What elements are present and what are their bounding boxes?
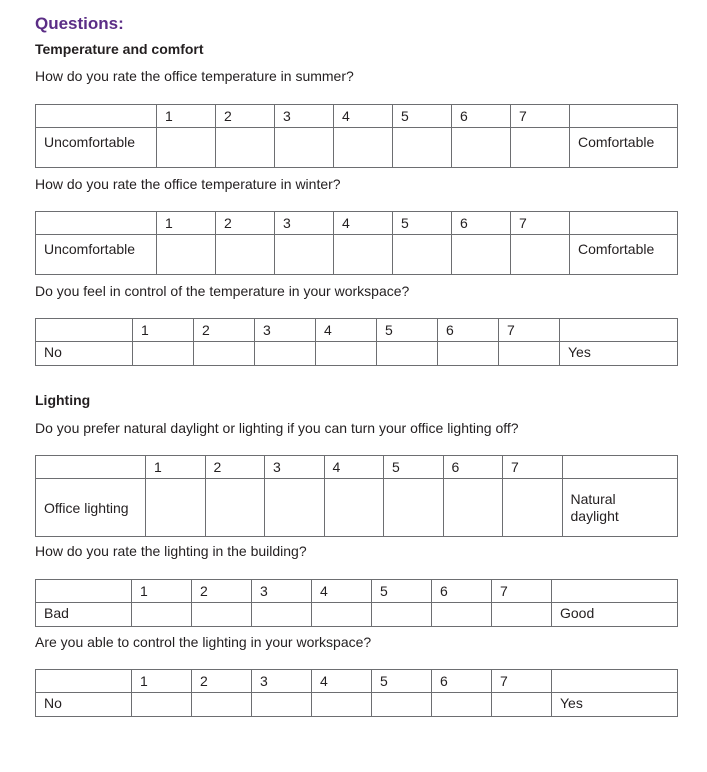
rating-cell-6[interactable] [452,235,511,275]
scale-6: 6 [432,670,492,693]
rating-cell-1[interactable] [133,342,194,366]
right-label-line1: Natural [570,490,616,507]
scale-4: 4 [316,319,377,342]
scale-3: 3 [265,456,325,479]
right-label: Comfortable [570,235,678,275]
scale-4: 4 [334,105,393,128]
scale-4: 4 [312,670,372,693]
rating-cell-7[interactable] [492,603,552,627]
rating-table-building-lighting [35,579,678,627]
rating-cell-3[interactable] [275,235,334,275]
scale-7: 7 [499,319,560,342]
right-label: Yes [560,342,678,366]
rating-cell-6[interactable] [452,128,511,168]
left-label: Office lighting [36,479,146,537]
right-label [562,479,678,537]
scale-7: 7 [492,580,552,603]
rating-cell-4[interactable] [334,128,393,168]
right-label: Comfortable [570,128,678,168]
scale-6: 6 [452,212,511,235]
scale-1: 1 [133,319,194,342]
rating-cell-2[interactable] [216,235,275,275]
scale-2: 2 [194,319,255,342]
scale-5: 5 [377,319,438,342]
scale-1: 1 [132,670,192,693]
rating-cell-5[interactable] [384,479,444,537]
rating-cell-7[interactable] [492,693,552,717]
blank-cell [36,212,157,235]
question-winter-text: How do you rate the office temperature in winter? [35,176,341,192]
rating-cell-1[interactable] [132,603,192,627]
rating-table-daylight [35,455,678,537]
rating-cell-3[interactable] [252,693,312,717]
rating-cell-5[interactable] [393,235,452,275]
scale-6: 6 [443,456,503,479]
rating-cell-7[interactable] [511,235,570,275]
blank-cell [560,319,678,342]
question-summer-text: How do you rate the office temperature in summer? [35,68,354,84]
scale-4: 4 [324,456,384,479]
blank-cell [36,580,132,603]
scale-7: 7 [503,456,563,479]
left-label: Uncomfortable [36,235,157,275]
rating-cell-1[interactable] [157,128,216,168]
left-label: No [36,342,133,366]
question-daylight-text: Do you prefer natural daylight or lighting if you can turn your office lighting off? [35,420,519,436]
blank-cell [36,456,146,479]
scale-3: 3 [275,105,334,128]
scale-5: 5 [393,105,452,128]
right-label: Good [552,603,678,627]
blank-cell [552,580,678,603]
rating-cell-5[interactable] [393,128,452,168]
question-lighting-control-text: Are you able to control the lighting in your workspace? [35,634,372,650]
scale-2: 2 [192,670,252,693]
blank-cell [36,670,132,693]
scale-5: 5 [384,456,444,479]
rating-cell-6[interactable] [432,603,492,627]
section-heading-lighting: Lighting [35,392,91,408]
question-building-lighting-text: How do you rate the lighting in the building? [35,543,307,559]
rating-cell-4[interactable] [312,693,372,717]
scale-4: 4 [312,580,372,603]
rating-cell-1[interactable] [157,235,216,275]
rating-cell-3[interactable] [265,479,325,537]
scale-3: 3 [275,212,334,235]
rating-cell-2[interactable] [194,342,255,366]
rating-cell-4[interactable] [312,603,372,627]
left-label: Uncomfortable [36,128,157,168]
scale-2: 2 [205,456,265,479]
rating-cell-6[interactable] [432,693,492,717]
rating-cell-1[interactable] [146,479,206,537]
scale-5: 5 [393,212,452,235]
scale-3: 3 [255,319,316,342]
scale-7: 7 [511,105,570,128]
blank-cell [562,456,678,479]
section-heading-temperature: Temperature and comfort [35,41,204,57]
rating-cell-6[interactable] [443,479,503,537]
rating-cell-2[interactable] [192,693,252,717]
blank-cell [36,105,157,128]
scale-7: 7 [511,212,570,235]
rating-cell-2[interactable] [205,479,265,537]
blank-cell [552,670,678,693]
scale-3: 3 [252,580,312,603]
scale-5: 5 [372,580,432,603]
scale-1: 1 [157,105,216,128]
rating-cell-3[interactable] [252,603,312,627]
scale-1: 1 [157,212,216,235]
scale-2: 2 [192,580,252,603]
page-title: Questions: [35,14,124,33]
scale-1: 1 [132,580,192,603]
scale-4: 4 [334,212,393,235]
scale-7: 7 [492,670,552,693]
scale-1: 1 [146,456,206,479]
scale-2: 2 [216,212,275,235]
rating-table-summer [35,104,678,168]
rating-table-winter [35,211,678,275]
blank-cell [570,212,678,235]
rating-cell-4[interactable] [316,342,377,366]
rating-cell-7[interactable] [511,128,570,168]
rating-cell-1[interactable] [132,693,192,717]
rating-cell-7[interactable] [499,342,560,366]
rating-cell-4[interactable] [324,479,384,537]
scale-3: 3 [252,670,312,693]
question-temp-control-text: Do you feel in control of the temperature in your workspace? [35,283,410,299]
left-label: Bad [36,603,132,627]
scale-5: 5 [372,670,432,693]
scale-6: 6 [452,105,511,128]
rating-cell-5[interactable] [372,603,432,627]
rating-cell-5[interactable] [372,693,432,717]
right-label: Yes [552,693,678,717]
blank-cell [570,105,678,128]
left-label: No [36,693,132,717]
right-label-line2: daylight [570,507,619,524]
scale-6: 6 [438,319,499,342]
rating-cell-3[interactable] [275,128,334,168]
rating-table-temp-control [35,318,678,366]
blank-cell [36,319,133,342]
rating-cell-7[interactable] [503,479,563,537]
rating-cell-6[interactable] [438,342,499,366]
rating-cell-3[interactable] [255,342,316,366]
scale-2: 2 [216,105,275,128]
scale-6: 6 [432,580,492,603]
rating-cell-2[interactable] [192,603,252,627]
rating-cell-5[interactable] [377,342,438,366]
rating-table-lighting-control [35,669,678,717]
rating-cell-4[interactable] [334,235,393,275]
rating-cell-2[interactable] [216,128,275,168]
